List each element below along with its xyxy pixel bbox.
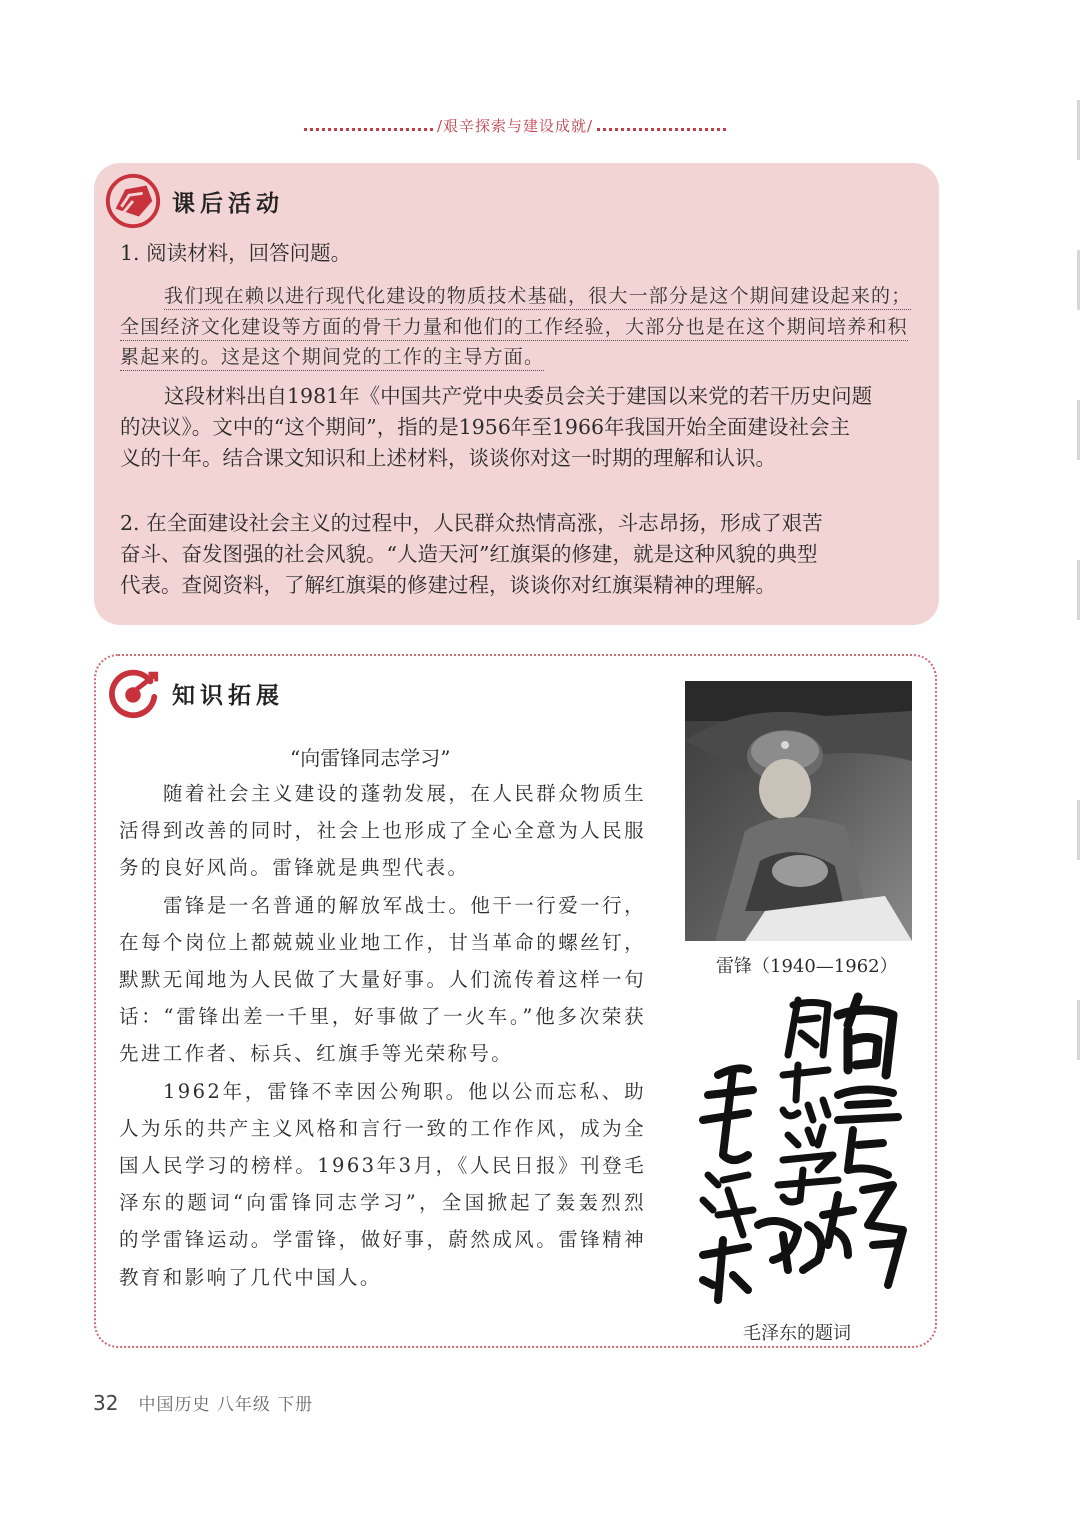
mao-calligraphy [688,985,918,1310]
knowledge-icon [104,664,162,722]
article-body [119,775,646,1296]
book-title: 中国历史 八年级 下册 [138,1395,314,1415]
running-head [300,112,730,138]
q2-line: 代表。查阅资料，了解红旗渠的修建过程，谈谈你对红旗渠精神的理解。 [120,573,776,597]
running-head-text: /艰辛探索与建设成就/ [436,116,594,135]
article-title: “向雷锋同志学习” [290,746,451,770]
q1-line: 这段材料出自1981年《中国共产党中央委员会关于建国以来党的若干历史问题 [164,384,873,408]
calligraphy-caption: 毛泽东的题词 [743,1323,851,1344]
question-2-text [120,508,823,601]
q2-line: 奋斗、奋发图强的社会风貌。“人造天河”红旗渠的修建，就是这种风貌的典型 [120,542,818,566]
page-number: 32 [93,1390,119,1415]
knowledge-header [104,664,284,722]
activity-header [104,172,284,230]
activity-icon [104,172,162,230]
lei-feng-photo [685,681,912,941]
knowledge-title: 知识拓展 [172,682,284,709]
page-footer [93,1390,313,1415]
photo-caption: 雷锋（1940—1962） [716,956,898,977]
q2-line: 2. 在全面建设社会主义的过程中，人民群众热情高涨，斗志昂扬，形成了艰苦 [120,511,823,535]
article-paragraph: 随着社会主义建设的蓬勃发展，在人民群众物质生活得到改善的同时，社会上也形成了全心全意为人民服务的良好风尚。雷锋就是典型代表。 [119,782,646,880]
question-1-text [120,381,872,474]
article-paragraph: 雷锋是一名普通的解放军战士。他干一行爱一行，在每个岗位上都兢兢业业地工作，甘当革命的螺丝钉，默默无闻地为人民做了大量好事。人们流传着这样一句话：“雷锋出差一千里，好事做了一火车。”他多次荣获先进工作者、标兵、红旗手等光荣称号。 [119,893,646,1066]
quote-passage [120,281,916,373]
activity-title: 课后活动 [172,190,284,217]
q1-line: 的决议》。文中的“这个期间”，指的是1956年至1966年我国开始全面建设社会主 [120,415,851,439]
q1-line: 义的十年。结合课文知识和上述材料，谈谈你对这一时期的理解和认识。 [120,446,776,470]
article-paragraph: 1962年，雷锋不幸因公殉职。他以公而忘私、助人为乐的共产主义风格和言行一致的工作作风，成为全国人民学习的榜样。1963年3月，《人民日报》刊登毛泽东的题词“向雷锋同志学习”，全国掀起了轰轰烈烈的学雷锋运动。学雷锋，做好事，蔚然成风。雷锋精神教育和影响了几代中国人。 [119,1079,646,1289]
quote-text: 我们现在赖以进行现代化建设的物质技术基础，很大一部分是这个期间建设起来的；全国经济文化建设等方面的骨干力量和他们的工作经验，大部分也是在这个期间培养和积累起来的。这是这个期间党的工作的主导方面。 [120,285,911,371]
question-1-label: 1. 阅读材料，回答问题。 [120,241,352,265]
page-edge-marks [1074,0,1080,1526]
